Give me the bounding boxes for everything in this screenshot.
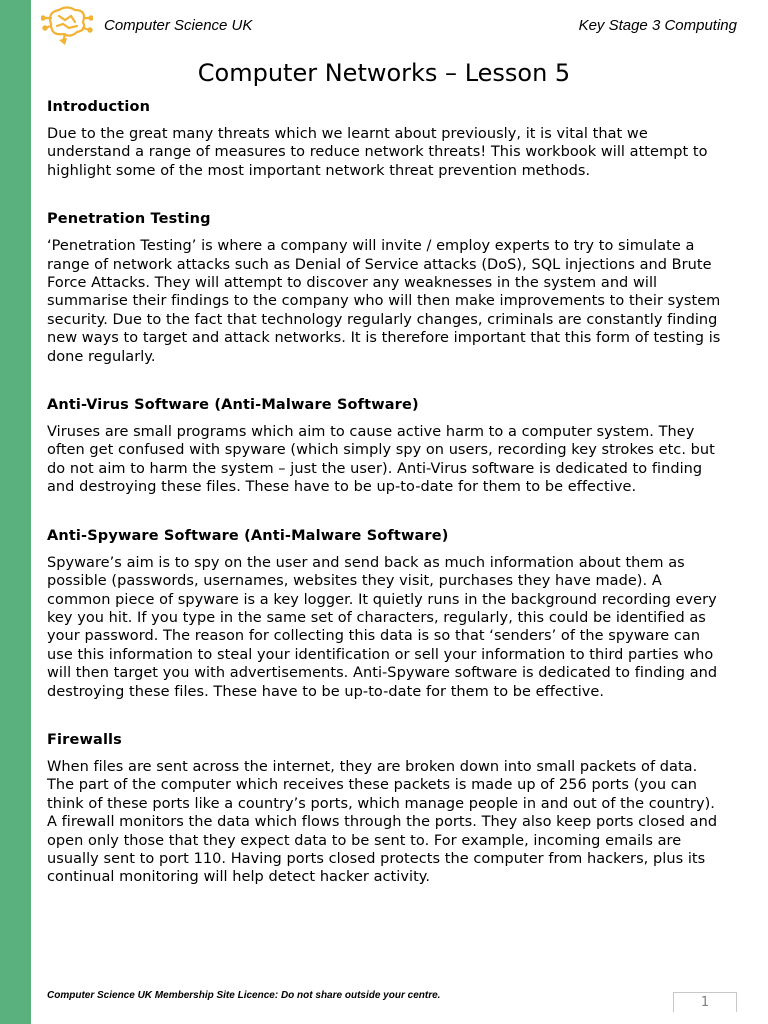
section-heading: Introduction	[47, 99, 151, 115]
section-paragraph: When files are sent across the internet, they are broken down into small packets of data. The part of the computer which receives these packets is made up of 256 ports (you can think of these ports like a country’s ports, which manage people in and out of the country). A firewall monitors the data which flows through the ports. They also keep ports closed and open only those that they expect data to be sent to. For example, incoming emails are usually sent to port 110. Having ports closed protects the computer from hackers, plus its continual monitoring will help detect hacker activity.	[47, 758, 718, 886]
section-anti-virus	[47, 395, 725, 497]
page-title: Computer Networks – Lesson 5	[197, 59, 571, 87]
section-paragraph: ‘Penetration Testing’ is where a company will invite / employ experts to try to simulate a range of network attacks such as Denial of Service attacks (DoS), SQL injections and Brute Force Attacks. They will attempt to discover any weaknesses in the system and will summarise their findings to the company who will then make improvements to their system security. Due to the fact that technology regularly changes, criminals are constantly finding new ways to target and attack networks. It is therefore important that this form of testing is done regularly.	[47, 238, 721, 365]
page-header	[31, 0, 768, 48]
header-course: Key Stage 3 Computing	[578, 17, 737, 34]
computer-science-uk-logo-icon	[41, 4, 93, 46]
green-sidebar-bar	[0, 0, 31, 1024]
section-firewalls	[47, 730, 725, 887]
page-number: 1	[673, 992, 737, 1012]
section-paragraph: Viruses are small programs which aim to cause active harm to a computer system. They often get confused with spyware (which simply spy on users, recording key strokes etc. but do not aim to harm the system – just the user). Anti-Virus software is dedicated to finding and destroying these files. These have to be up-to-date for them to be effective.	[47, 424, 715, 496]
section-introduction	[47, 97, 725, 180]
document-body	[47, 97, 725, 887]
section-heading: Anti-Virus Software (Anti-Malware Software)	[47, 397, 419, 414]
section-penetration-testing	[47, 209, 725, 366]
footer-licence: Computer Science UK Membership Site Licence: Do not share outside your centre.	[47, 990, 441, 1001]
section-anti-spyware	[47, 526, 725, 701]
section-paragraph: Spyware’s aim is to spy on the user and send back as much information about them as possible (passwords, usernames, websites they visit, purchases they have made). A common piece of spyware is a key logger. It quietly runs in the background recording every key you hit. If you type in the same set of characters, regularly, this could be identified as your password. The reason for collecting this data is so that ‘senders’ of the spyware can use this information to steal your identification or sell your information to third parties who will then target you with advertisements. Anti-Spyware software is dedicated to finding and destroying these files. These have to be up-to-date for them to be effective.	[47, 554, 718, 700]
header-organisation: Computer Science UK	[104, 17, 253, 34]
section-paragraph: Due to the great many threats which we learnt about previously, it is vital that we understand a range of measures to reduce network threats! This workbook will attempt to highlight some of the most important network threat prevention methods.	[47, 126, 708, 179]
section-heading: Anti-Spyware Software (Anti-Malware Software)	[47, 527, 449, 544]
section-heading: Firewalls	[47, 731, 122, 748]
section-heading: Penetration Testing	[47, 211, 211, 228]
